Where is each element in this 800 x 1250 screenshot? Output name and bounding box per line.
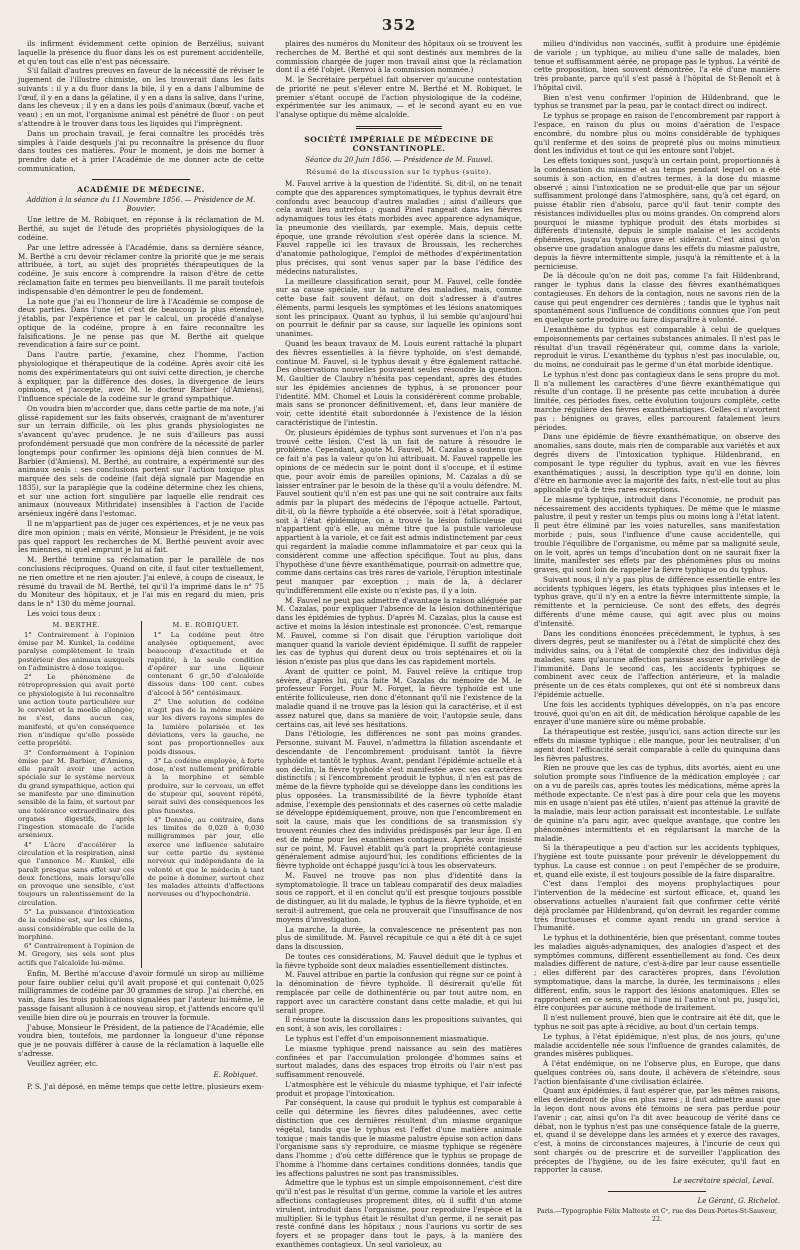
signature: E. Robiquet. [213, 1069, 258, 1079]
paragraph: 5° La puissance d'intoxication de la codéine est, sur les chiens, aussi considérable que celle de la morphine. [18, 907, 135, 941]
paragraph: On voudra bien m'accorder que, dans cette partie de ma note, j'ai glissé rapidement sur les faits observés, craignant de m'aventurer sur un terrain difficile, où les plus grands physiologistes ne s'avancent qu'avec prudence. Je ne suis d'ailleurs pas aussi profondément persuadé que mon confrère de la nécessité de parler longtemps pour confirmer les opinions déjà bien connues de M. Barbier (d'Amiens). M. Berthé, au contraire, a expérimenté sur des animaux seuls : ses conclusions portent sur l'action toxique plus marquée des sels de codéine (fait déjà signalé par Magendie en 1835), sur la paraplégie que la codéine détermine chez les chiens, et sur une action fort singulière par laquelle elle rendrait ces animaux (nouveaux Mithridate) insensibles à l'action de l'acide arsénieux ingéré dans l'estomac. [18, 403, 264, 519]
paragraph: La meilleure classification serait, pour M. Fauvel, celle fondée sur sa cause spéciale, sur la nature des maladies, mais, comme cette base fait souvent défaut, on doit s'adresser à d'autres éléments, parmi lesquels les symptômes et les lésions anatomiques sont les principaux. Quant au typhus, il lui semble qu'aujourd'hui on pourrait le définir par sa cause, sur laquelle les opinions sont unanimes. [276, 276, 522, 339]
paragraph: Quant aux épidémies, il faut espérer que, par les mêmes raisons, elles deviendront de plus en plus rares ; il faut admettre aussi que la leçon dont nous avons été témoins ne sera pas perdue pour l'avenir ; car, ainsi qu'on l'a dit avec beaucoup de vérité dans ce débat, non le typhus n'est pas une conséquence fatale de la guerre, et, quand il se développe dans les armées et y exerce des ravages, c'est, à moins de circonstances majeures, à l'incurie de ceux qui sont chargés ou de prescrire et de surveiller l'application des préceptes de l'hygiène, ou de les faire exécuter, qu'il faut en rapporter la cause. [534, 1086, 780, 1175]
parallel-left [18, 621, 135, 968]
paragraph: Dans un prochain travail, je ferai connaître les procédés très simples à l'aide desquels j'ai pu reconnaître la présence du fluor dans toutes ces matières. Pour le moment, je dois me borner à prendre date et à prier l'Académie de me donner acte de cette communication. [18, 128, 264, 173]
section-title: ACADÉMIE DE MÉDECINE. [77, 184, 205, 194]
section-title: SOCIÉTÉ IMPÉRIALE DE MÉDECINE DE CONSTANTINOPLE. [304, 135, 494, 154]
paragraph: Le typhus se propage en raison de l'encombrement par rapport à l'espace, en raison du plus ou moins d'aération de l'espace encombré, du nombre plus ou moins considérable de typhiques qu'il renferme et des soins de propreté plus ou moins minutieux dont les individus et tout ce qui les entoure sont l'objet. [534, 111, 780, 156]
paragraph: 4° Donnée, au contraire, dans les limites de 0,020 à 0,030 milligrammes par jour, elle exerce une influence salutaire sur cette partie du système nerveux qui indépendante de la volonté et que le médecin à tant de peine à dominer, surtout chez les malades atteints d'affections nerveuses ou d'hypochondrie. [147, 815, 264, 899]
paragraph: M. Fauvel attribue en partie la confusion qui règne sur ce point à la dénomination de fièvre typhoïde. Il désirerait qu'elle fût remplacée par celle de dothinentérie ou par tout autre nom, en rapport avec un caractère constant dans cette maladie, et qui lui serait propre. [276, 970, 522, 1015]
paragraph: L'exanthème du typhus est comparable à celui de quelques empoisonnements par certaines substances animales. Il n'est pas le résultat d'un travail régénérateur qui, comme dans la variole, reproduit le virus. L'exanthème du typhus n'est pas inoculable, ou, du moins, ne conduirait pas le germe d'un état morbide identique. [534, 325, 780, 370]
paragraph: M. Berthé termine sa réclamation par le parallèle de nos conclusions réciproques. Quand on cite, il faut citer textuellement, ne rien omettre et ne rien ajouter. J'ai enlevé, à coups de ciseaux, le résumé du travail de M. Berthé, tel qu'il l'a imprimé dans le n° 75 du Moniteur des hôpitaux, et je l'ai mis en regard du mien, pris dans le n° 130 du même journal. [18, 555, 264, 609]
paragraph: M. Fauvel ne trouve pas non plus d'identité dans la symptomatologie. Il trace un tableau comparatif des deux maladies sous ce rapport, et il en conclut qu'il est presque toujours possible de distinguer, au lit du malade, le typhus de la fièvre typhoïde, et en serait-il autrement, que cela ne prouverait que l'insuffisance de nos moyens d'investigation. [276, 870, 522, 924]
paragraph: 4° L'âcre d'accélérer la circulation et la respiration, ainsi que l'annonce M. Kunkel, elle paraît presque sans effet sur ces deux fonctions, mais lorsqu'elle en provoque une sensible, c'est toujours un ralentissement de la circulation. [18, 840, 135, 907]
paragraph: 6° Contrairement à l'opinion de M. Gregory, ses sels sont plus actifs que l'alcaloïde lui-même. [18, 942, 135, 967]
paragraph: 1° La codéine peut être analysée optiquement, avec beaucoup d'exactitude et de rapidité, à la seule condition d'opérer sur une liqueur contenant 6 gr.,50 d'alcaloïde dissous dans 100 cent. cubes d'alcool à 56° centésimaux. [147, 630, 264, 697]
vertical-rule [141, 621, 142, 968]
paragraph: Par conséquent, la cause qui produit le typhus est comparable à celle qui détermine les fièvres dites paludéennes, avec cette distinction que ces dernières résultent d'un miasme organique végétal, tandis que le typhus est l'effet d'une matière animale toxique ; mais tandis que le miasme palustre épuise son action dans l'organisme sans s'y reproduire, ce miasme typhique se régénère dans l'homme ; d'où cette différence que le typhus se propage de l'homme à l'homme dans certaines conditions données, tandis que les affections palustres ne sont pas transmissibles. [276, 1098, 522, 1178]
paragraph: 3° Conformément à l'opinion émise par M. Barbier, d'Amiens, elle paraît avoir une action spéciale sur le système nerveux du grand sympathique, action qui se manifeste par une diminution sensible de la faim, et surtout par une tolérance extraordinaire des organes digestifs, après l'ingestion stomacale de l'acide arsénieux. [18, 748, 135, 840]
paragraph: Dans l'étiologie, les différences ne sont pas moins grandes. Personne, suivant M. Fauvel, n'admettra la filiation ascendante et descendante de l'encombrement produisant tantôt la fièvre typhoïde et tantôt le typhus. Avant, pendant l'épidémie actuelle et à son déclin, la fièvre typhoïde s'est manifestée avec ses caractères distinctifs ; si l'encombrement produit le typhus, il n'en est pas de même de la fièvre typhoïde qui se développe dans les conditions les plus opposées. La transmissibilité de la fièvre typhoïde étant admise, l'exemple des pensionnats et des casernes où cette maladie se développe épidémiquement, prouve, non que l'encombrement en soit la cause, mais que les conditions de sa transmission s'y trouvent réunies chez des individus prédisposés par leur âge. Il en est de même pour les exanthèmes contagieux. Après avoir insisté sur ce point, M. Fauvel établit qu'à part la propriété contagieuse généralement admise aujourd'hui, les conditions efficientes de la fièvre typhoïde ont échappé jusqu'ici à tous les observateurs. [276, 729, 522, 871]
column-1 [18, 39, 264, 1092]
paragraph: 1° Contrairement à l'opinion émise par M. Kunkel, la codéine paralyse complètement le train postérieur des animaux auxquels on l'administre à dose toxique. [18, 630, 135, 672]
section-subtitle: Séance du 20 Juin 1856. — Présidence de M. Fauvel. [305, 155, 493, 164]
postscript: P. S. J'ai déposé, en même temps que cette lettre, plusieurs exem- [27, 1082, 264, 1092]
paragraph: ils infirment évidemment cette opinion de Berzélius, suivant laquelle la présence du fluor dans les os est purement accidentelle, et qu'en tout cas elle n'est pas nécessaire. [18, 39, 264, 66]
paragraph: Le typhus et la dothinentérie, bien que présentant, comme toutes les maladies aiguës-adynamiques, des analogies d'aspect et des symptômes communs, diffèrent essentiellement au fond. Ces deux maladies diffèrent de nature, c'est-à-dire par leur cause essentielle ; elles diffèrent par des caractères propres, dans l'évolution symptomatique, dans la marche, la durée, les terminaisons ; elles diffèrent, enfin, sous le rapport des lésions anatomiques. Elles se rapprochent en ce sens, que ni l'une ni l'autre n'ont pu, jusqu'ici, être conjurées par aucune méthode de traitement. [534, 933, 780, 1013]
paragraph: Avant de quitter ce point, M. Fauvel relève la critique trop sévère, d'après lui, qu'a faite M. Cazalas du mémoire de M. le professeur Forget. Pour M. Forget, la fièvre typhoïde est une entérite folliculeuse, rien donc d'étonnant qu'il nie l'existence de la maladie quand il ne trouve pas la lésion qui la caractérise, et il est assez naturel que, dans sa manière de voir, l'autopsie seule, dans certains cas, ait levé ses hésitations. [276, 666, 522, 729]
paragraph: milieu d'individus non vaccinés, suffit à produire une épidémie de variole ; un typhique, au milieu d'une salle de malades, bien tenue et suffisamment aérée, ne propage pas le typhus. La vérité de cette proposition, bien souvent démontrée, l'a été d'une manière très probante, parce qu'il s'est passé à l'hôpital de St-Benoît et à l'hôpital civil. [534, 39, 780, 92]
paragraph: J'abuse, Monsieur le Président, de la patience de l'Académie, elle voudra bien, toutefois, me pardonner la longueur d'une réponse que je ne pouvais différer à cause de la réclamation à laquelle elle s'adresse. [18, 1022, 264, 1058]
paragraph: plaires des numéros du Moniteur des hôpitaux où se trouvent les recherches de M. Berthé et qui sont destinés aux membres de la commission chargée de juger mon travail ainsi que la réclamation dont il a été l'objet. (Renvoi à la commission nommée.) [276, 39, 522, 75]
paragraph: 2° Le phénomène de rétropropression qui avait porté ce physiologiste à lui reconnaître une action toute particulière sur le cervelet et la moelle allongée, ne s'est, dans aucun cas, manifesté, et qu'en conséquence rien n'indique qu'elle possède cette propriété. [18, 673, 135, 748]
paragraph: De toutes ces considérations, M. Fauvel déduit que le typhus et la fièvre typhoïde sont deux maladies essentiellement distinctes. [276, 951, 522, 970]
paragraph: L'atmosphère est le véhicule du miasme typhique, et l'air infecté produit et propage l'intoxication. [276, 1079, 522, 1098]
paragraph: À l'état endémique, on ne l'observe plus, en Europe, que dans quelques contrées où, sans doute, il achèvera de s'éteindre, sous l'action bienfaisante d'une civilisation éclairée. [534, 1059, 780, 1086]
paragraph: Il résume toute la discussion dans les propositions suivantes, qui en sont, à son avis, les corollaires : [276, 1015, 522, 1034]
paragraph: Une lettre de M. Robiquet, en réponse à la réclamation de M. Berthé, au sujet de l'étude des propriétés physiologiques de la codéine. [18, 215, 264, 243]
paragraph: Rien ne prouve que les cas de typhus, dits avortés, aient eu une solution prompte sous l'influence de la médication employée ; car on a vu de pareils cas, après toutes les médications, même après la méthode expectante. Ce n'est pas à dire pour cela que les moyens mis en usage n'aient pas été utiles, n'aient pas atténué la gravité de la maladie, mais leur action paraissait est incontestable. Le sulfate de quinine n'a paru agir, avec quelque avantage, que contre les phénomènes intermittents et en régularisant la marche de la maladie. [534, 763, 780, 843]
paragraph: Suivant nous, il n'y a pas plus de différence essentielle entre les accidents typhiques légers, les états typhiques plus intenses et le typhus grave, qu'il n'y en a entre la fièvre intermittente simple, la rémittente et la pernicieuse. Ce sont des effets, des degrés différents d'une même cause, qui agit avec plus ou moins d'intensité. [534, 574, 780, 628]
paragraph: C'est dans l'emploi des moyens prophylactiques pour l'intervention de la médecine est surtout efficace, et, quand les observations actuelles n'auraient fait que confirmer cette vérité déjà proclamée par Hildenbrand, qu'on devrait les regarder comme très fructueuses et comme ayant rendu un grand service à l'humanité. [534, 879, 780, 933]
section-subtitle-2: Résumé de la discussion sur le typhus (suite). [306, 167, 492, 176]
paragraph: Le typhus n'est donc pas contagieux dans le sens propre du mot. Il n'a nullement les caractères d'une fièvre exanthématique qui résulte d'un contage. Il ne présente pas cette incubation à durée limitée, ces périodes fixes, cette évolution toujours complète, cette marche régulière des fièvres exanthématiques. Celles-ci n'avortent pas : bénignes ou graves, elles parcourent fatalement leurs périodes. [534, 369, 780, 432]
paragraph: Dans l'autre partie, j'examine, chez l'homme, l'action physiologique et thérapeutique de la codéine. Après avoir cité les noms des expérimentateurs qui ont suivi cette direction, je cherche à expliquer, par la différence des doses, la divergence de leurs opinions, et j'accepte, avec M. le docteur Barbier (d'Amiens), l'influence spéciale de la codéine sur le grand sympathique. [18, 350, 264, 404]
paragraph: Le typhus est l'effet d'un empoisonnement miasmatique. [285, 1033, 489, 1043]
paragraph: 3° La codéine employée, à forte dose, n'est nullement préférable à la morphine et semble produire, sur le cerveau, un effet de stupeur qui, souvent répété, serait suivi des conséquences les plus funestes. [147, 756, 264, 815]
parallel-left-title: M. BERTHÉ. [52, 620, 100, 629]
paragraph: Par une lettre adressée à l'Académie, dans sa dernière séance, M. Berthé a cru devoir réclamer contre la priorité que je me serais attribuée, à tort, au sujet des propriétés thérapeutiques de la codéine. Je suis encore à comprendre la raison d'être de cette réclamation faite en termes peu bienveillants. Il me paraît toutefois indispensable d'en démontrer le peu de fondement. [18, 242, 264, 296]
paragraph: 2° Une solution de codéine n'agit pas de la même manière sur les divers rayons simples de la lumière polarisée et les déviations, vers la gauche, ne sont pas proportionnelles aux poids dissous. [147, 697, 264, 756]
gerant-line: Le Gérant, G. Richelot. [697, 1196, 780, 1205]
paragraph: Il n'est nullement prouvé, bien que le contraire ait été dit, que le typhus ne soit pas apte à récidive, au bout d'un certain temps. [534, 1013, 780, 1031]
section-subtitle: Addition à la séance du 11 Novembre 1856. — Présidence de M. Bouvier. [26, 196, 256, 213]
paragraph: Le miasme typhique, introduit dans l'économie, ne produit pas nécessairement des accidents typhiques. De même que le miasme palustre, il peut y rester un temps plus ou moins long à l'état latent. Il peut être éliminé par les voies naturelles, sans manifestation morbide ; puis, sous l'influence d'une cause accidentelle, qui trouble l'équilibre de l'organisme, ou même par sa malignité seule, on le voit, après un temps d'incubation dont on ne saurait fixer la limite, manifester ses effets par des phénomènes plus ou moins graves, qui sont loin de rappeler la fièvre typhique ou du typhus. [534, 494, 780, 575]
separator-rule [608, 1191, 706, 1192]
paragraph: S'il fallait d'autres preuves en faveur de la nécessité de réviser le jugement de l'illustre chimiste, on les trouverait dans les faits suivants : il y a du fluor dans la bile, il y en a dans l'albumine de l'œuf, il y en a dans la gélatine, il y en a dans la salive, dans l'urine, dans les cheveux ; il y en a dans les poils d'animaux (bœuf, vache et veau) ; en un mot, l'organisme animal est pénétré de fluor : on peut s'attendre à le trouver dans tous les liquides qui l'imprègnent. [18, 66, 264, 129]
parallel-right [148, 621, 265, 968]
paragraph: Les effets toxiques sont, jusqu'à un certain point, proportionnés à la condensation du miasme et au temps pendant lequel on a été soumis à son action, en d'autres termes, à la dose du miasme observé ; ainsi l'intoxication ne se produit-elle que par un séjour suffisamment prolongé dans l'atmosphère, sans, qu'à cet égard, on puisse établir rien d'absolu, parce qu'il faut tenir compte des résistances individuelles plus ou moins grandes. On comprend alors pourquoi le miasme typhique produit des états morbides si différents d'intensité, depuis le simple malaise et les accidents éphémères, jusqu'au typhus grave et sidérant. C'est ainsi qu'on observe une gradation analogue dans les effets du miasme palustre, depuis la fièvre intermittente simple, jusqu'à la rémittente et à la pernicieuse. [534, 156, 780, 271]
paragraph: Le typhus, à l'état épidémique, n'est plus, de nos jours, qu'une maladie accidentelle née sous l'influence de grandes calamités, de grandes misères publiques. [534, 1031, 780, 1059]
paragraph: Dans les conditions énoncées précédemment, le typhus, à ses divers degrés, peut se manifester ou à l'état de simplicité chez des individus sains, ou à l'état de complexité chez des individus déjà malades, sans qu'aucune affection paraisse assurer le privilège de l'immunité. Dans le second cas, les accidents typhiques se combinent avec ceux de l'affection antérieure, et la maladie présente un de ces états complexes, qui ont été si nombreux dans l'épidémie actuelle. [534, 628, 780, 700]
signature: Le secrétaire spécial, Leval. [672, 1176, 774, 1186]
paragraph: De là découle qu'on ne doit pas, comme l'a fait Hildenbrand, ranger le typhus dans la classe des fièvres exanthématiques contagieuses. En dehors de la contagion, nous ne savons rien de la cause qui peut engendrer ces dernières ; tandis que le typhus naît spontanément sous l'influence de conditions connues que l'on peut en quelque sorte produire ou faire disparaître à volonté. [534, 271, 780, 325]
separator-rule [356, 126, 442, 129]
paragraph: La note que j'ai eu l'honneur de lire à l'Académie se compose de deux parties. Dans l'une (et c'est de beaucoup la plus étendue), j'établis, par l'expérience et par le calcul, un procédé d'analyse optique de la codéine, propre à en faire reconnaître les falsifications. Je ne pense pas que M. Berthé ait quelque revendication à faire sur ce point. [18, 296, 264, 350]
imprint-line: Paris.—Typographie Félix Malteste et Cᵉ, rue des Deux-Portes-St-Sauveur, 22. [536, 1206, 778, 1223]
paragraph: Veuillez agréer, etc. [27, 1058, 99, 1068]
parallel-right-title: M. E. ROBIQUET. [172, 620, 240, 629]
page-number: 352 [381, 16, 417, 34]
paragraph: M. le Secrétaire perpétuel fait observer qu'aucune contestation de priorité ne peut s'élever entre M. Berthé et M. Robiquet, le premier s'étant occupé de l'action physiologique de la codéine, expérimentée sur les animaux, — et le second ayant eu en vue l'analyse optique du même alcaloïde. [276, 75, 522, 120]
column-2 [276, 39, 522, 1249]
paragraph: La thérapeutique est restée, jusqu'ici, sans action directe sur les effets du miasme typhique ; elle manque, pour les neutraliser, d'un agent dont l'efficacité serait comparable à celle du quinquina dans les fièvres palustres. [534, 727, 780, 763]
paragraph: La marche, la durée, la convalescence ne présentent pas non plus de similitude. M. Fauvel récapitule ce qui a été dit à ce sujet dans la discussion. [276, 924, 522, 952]
paragraph: Quand les beaux travaux de M. Louis eurent rattaché la plupart des fièvres essentielles à la fièvre typhoïde, on s'est demandé, continue M. Fauvel, si le typhus devait y être également rattaché. Des observations nouvelles pouvaient seules résoudre la question. M. Gaultier de Claubry n'hésita pas cependant, après des études sur les épidémies anciennes de typhus, à se prononcer pour l'identité. MM. Chomel et Louis la considérèrent comme probable, mais sans se prononcer définitivement, et, dans leur manière de voir, cette identité était subordonnée à l'existence de la lésion caractéristique de l'intestin. [276, 339, 522, 428]
parallel-columns [18, 621, 264, 968]
paragraph: Or, plusieurs épidémies de typhus sont survenues et l'on n'a pas trouvé cette lésion. C'est là un fait de nature à résoudre le problème. Cependant, ajoute M. Fauvel, M. Cazalas a soutenu que ce fait n'a pas la valeur qu'on lui attribuait. M. Fauvel rappelle les opinions de ce médecin sur le point dont il s'occupe, et il estime que, pour avoir émis de pareilles opinions, M. Cazalas a dû se laisser entraîner par le besoin de la thèse qu'il a voulu défendre. M. Fauvel soutient qu'il n'en est pas une qui ne soit contraire aux faits admis par la plupart des médecins de l'époque actuelle. Partout, dit-il, où la fièvre typhoïde a été observée, soit à l'état sporadique, soit à l'état épidémique, on a trouvé la lésion folliculeuse qui n'appartient qu'à elle, au même titre que la pustule varioleuse appartient à la variole, et ce fait est admis indistinctement par ceux qui regardent la maladie comme inflammatoire et par ceux qui la considèrent comme une affection spécifique. Tout au plus, dans l'hypothèse d'une fièvre exanthématique, pourrait-on admettre que, comme dans certains cas très rares de variole, l'éruption intestinale peut manquer par exception ; mais de là, à déclarer qu'indifféremment elle existe ou n'existe pas, il y a loin. [276, 427, 522, 595]
columns [18, 39, 780, 1249]
paragraph: Bien n'est venu confirmer l'opinion de Hildenbrand, que le typhus se transmet par la peau, par le contact direct ou indirect. [534, 92, 780, 111]
paragraph: Le miasme typhique prend naissance au sein des matières confinées et par l'accumulation prolongée d'hommes sains et surtout malades, dans des espaces trop étroits où l'air n'est pas suffisamment renouvelé. [276, 1043, 522, 1080]
paragraph: Si la thérapeutique a peu d'action sur les accidents typhiques, l'hygiène est toute puissante pour prévenir le développement du typhus. La cause est connue : on peut l'empêcher de se produire, et, quand elle existe, il est toujours possible de la faire disparaître. [534, 843, 780, 879]
paragraph: Dans une épidémie de fièvre exanthématique, on observe des anomalies, sans doute, mais rien de comparable aux variétés et aux degrés divers de l'intoxication typhique. Hildenbrand, en composant le type régulier du typhus, avait en vue les fièvres exanthématiques ; aussi, la description type qu'il en donne, loin d'être en harmonie avec la majorité des faits, n'est-elle tout au plus applicable qu'à de très rares exceptions. [534, 432, 780, 495]
paragraph: Les voici tous deux : [27, 608, 101, 618]
paragraph: Une fois les accidents typhiques développés, on n'a pas encore trouvé, quoi qu'on en ait dit, de médication héroïque capable de les enrayer d'une manière sûre ou même probable. [534, 699, 780, 727]
paragraph: Enfin, M. Berthé m'accuse d'avoir formulé un sirop au millième pour faire oublier celui qu'il avait proposé et qui contenait 0,025 milligrammes de codéine par 30 grammes de sirop. J'ai cherché, en vain, dans les trois publications signalées par l'auteur lui-même, le passage faisant allusion à ce nouveau sirop, et j'attends encore qu'il veuille bien dire où je pourrais en trouver la formule. [18, 968, 264, 1022]
paragraph: M. Fauvel ne peut pas admettre d'avantage la raison alléguée par M. Cazalas, pour expliquer l'absence de la lésion dothinentérique dans les épidémies de typhus. D'après M. Cazalas, plus la cause est active et moins la lésion intestinale est prononcée. C'est, remarque M. Fauvel, comme si l'on disait que l'éruption variolique doit manquer quand la variole devient épidémique. Il suffit de rappeler les cas de typhus qui durent deux ou trois septénaires et où la lésion n'existe pas plus que dans les cas rapidement mortels. [276, 595, 522, 667]
paragraph: Admettre que le typhus est un simple empoisonnement, c'est dire qu'il n'est pas le résultat d'un germe, comme la variole et les autres affections contagieuses proprement dites, où il suffit d'un atome virulent, introduit dans l'organisme, pour reproduire l'espèce et la multiplier. Si le typhus était le résultat d'un germe, il ne serait pas resté confiné dans les hôpitaux ; nous l'aurions vu sortir de ses foyers et se propager dans tout le pays, à la manière des exanthèmes contagieux. Un seul varioleux, au [276, 1178, 522, 1249]
column-3 [534, 39, 780, 1223]
paragraph: M. Fauvel arrive à la question de l'identité. Si, dit-il, on ne tenait compte que des apparences symptomatiques, le typhus devrait être confondu avec beaucoup d'autres maladies ; ainsi d'ailleurs que cela avait lieu autrefois ; quand Pinel rangeait dans les fièvres adynamiques tous les états morbides avec apparence adynamique, la pneumonie des vieillards, par exemple. Mais, depuis cette époque, une grande révolution s'est opérée dans la science. M. Fauvel rappelle ici les travaux de Broussais, les recherches d'anatomie pathologique, l'emploi de méthodes d'expérimentation plus précises, qui sont venus saper par la base l'édifice des médecins naturalistes. [276, 178, 522, 276]
separator-rule [92, 179, 190, 180]
paragraph: Il ne m'appartient pas de juger ces expériences, et je ne veux pas dire mon opinion ; mais en vérité, Monsieur le Président, je ne vois pas quel rapport les recherches de M. Berthé peuvent avoir avec les miennes, ni quel emprunt je lui ai fait. [18, 519, 264, 555]
